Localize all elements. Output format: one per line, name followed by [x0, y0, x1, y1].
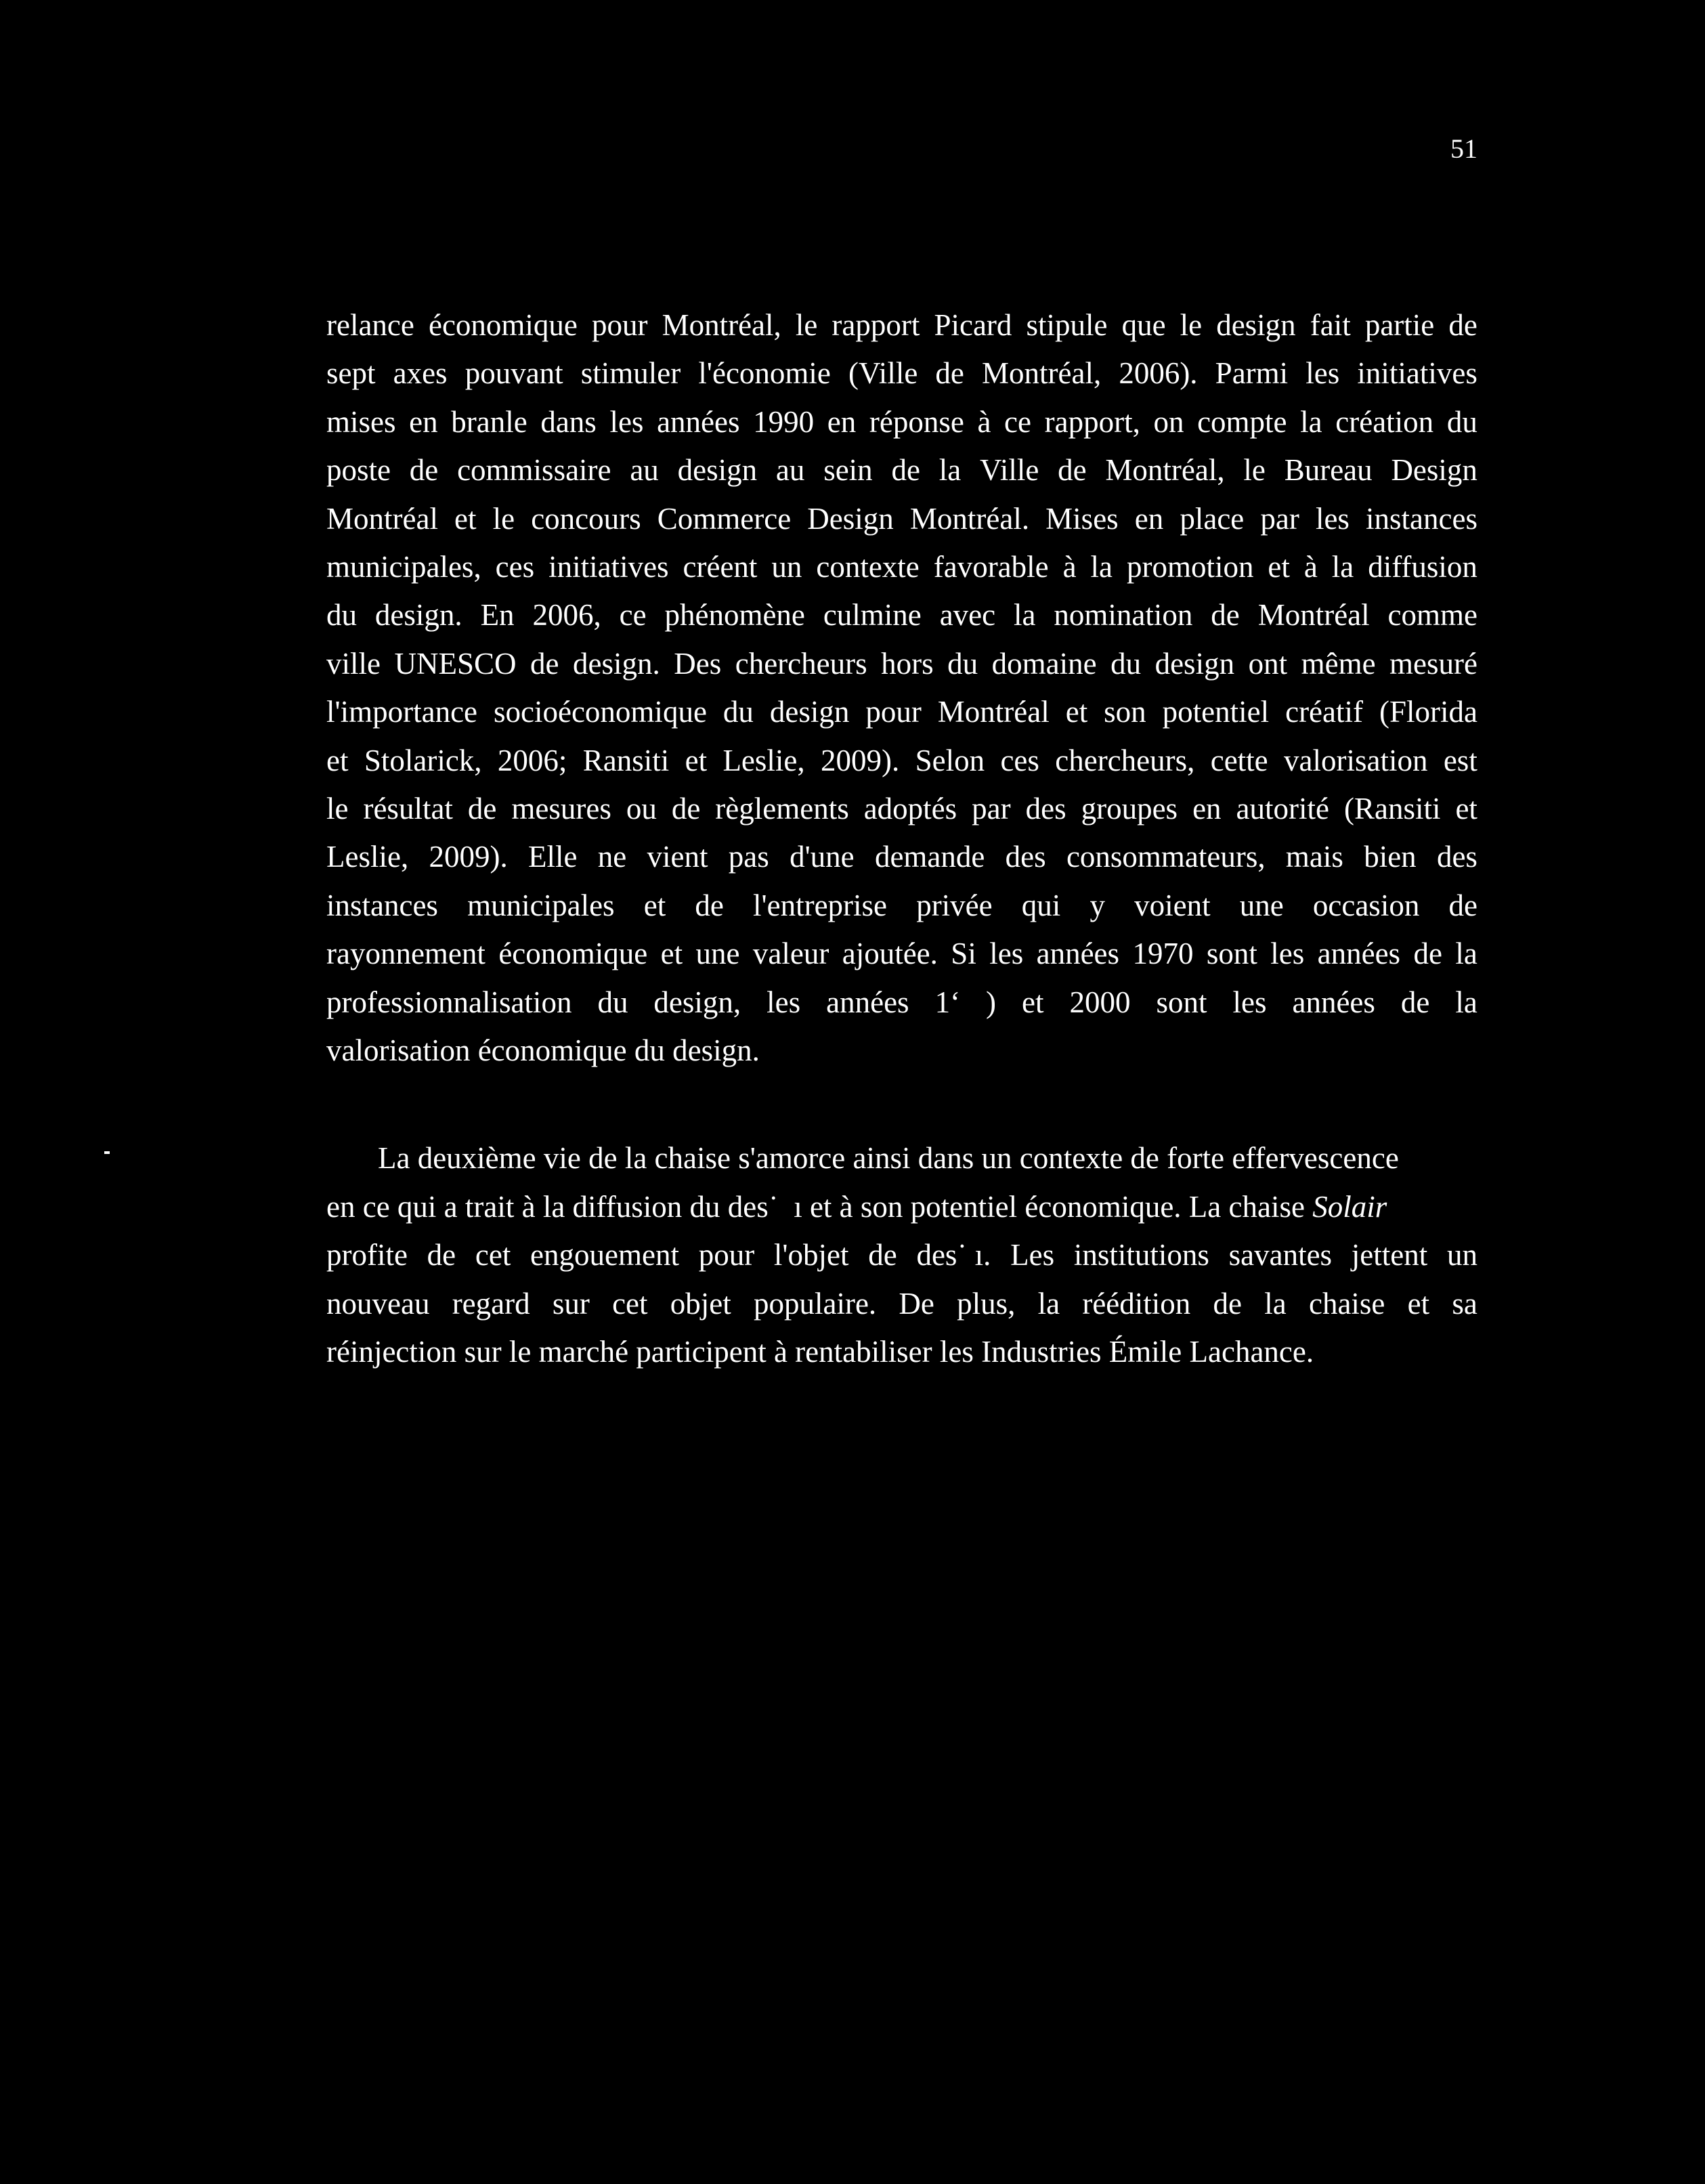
word: Design	[1391, 453, 1477, 487]
text-line	[326, 1235, 1477, 1275]
word: la	[1455, 937, 1477, 970]
word: années	[657, 405, 740, 439]
word: le	[1180, 308, 1203, 342]
word: Stolarick,	[364, 744, 482, 777]
word: créatif	[1285, 695, 1363, 729]
word: de	[1213, 1287, 1243, 1321]
word: le	[1243, 453, 1266, 487]
word: stipule	[1026, 308, 1108, 342]
word: la	[938, 453, 962, 487]
word: bien	[1364, 840, 1417, 874]
word: profite	[326, 1238, 408, 1272]
word: compte	[1197, 405, 1287, 439]
word: Bureau	[1284, 453, 1373, 487]
word: 1970	[1132, 937, 1194, 970]
word: nouveau	[326, 1287, 430, 1321]
word: et	[326, 744, 349, 777]
word: réédition	[1082, 1287, 1191, 1321]
word: ce	[619, 598, 647, 632]
word: pas	[728, 840, 769, 874]
word: Picard	[934, 308, 1012, 342]
word: les	[1315, 502, 1350, 536]
word: contexte	[816, 550, 920, 584]
word: 2000	[1069, 985, 1131, 1019]
word: son	[1104, 695, 1146, 729]
word: et	[1065, 695, 1088, 729]
word: ces	[1000, 744, 1039, 777]
word: voient	[1134, 888, 1211, 922]
word: Montréal,	[982, 356, 1102, 390]
word: de	[1211, 598, 1240, 632]
word: le	[492, 502, 515, 536]
word: la	[1300, 405, 1322, 439]
word: les	[1270, 937, 1305, 970]
word: ces	[495, 550, 535, 584]
word: à	[977, 405, 991, 439]
word: les	[989, 937, 1024, 970]
text-line	[326, 1186, 1387, 1227]
word: et	[1455, 792, 1477, 826]
word: à	[1062, 550, 1077, 584]
text-line	[326, 402, 1477, 442]
word: mais	[1285, 840, 1343, 874]
word: du	[722, 695, 754, 729]
word: est	[1443, 744, 1477, 777]
word: de	[467, 792, 497, 826]
word: Ville	[980, 453, 1039, 487]
word: du	[1110, 647, 1142, 681]
page-number: 51	[1450, 133, 1477, 164]
word: des˙ ı.	[916, 1238, 991, 1272]
word: ne	[597, 840, 627, 874]
word: Montréal,	[662, 308, 781, 342]
word: comme	[1387, 598, 1477, 632]
word: instances	[326, 888, 438, 922]
word: la	[1090, 550, 1113, 584]
text-line	[326, 982, 1477, 1023]
text-line	[326, 836, 1477, 877]
word: Montréal	[937, 695, 1050, 729]
text-line	[326, 691, 1477, 732]
word: promotion	[1126, 550, 1254, 584]
word: Ransiti	[582, 744, 670, 777]
word: ajoutée.	[842, 937, 938, 970]
word: 2006).	[1119, 356, 1198, 390]
word: réponse	[869, 405, 964, 439]
text-run: en ce qui a trait à la diffusion du des˙ ı et à son potentiel économique. La chaise	[326, 1190, 1313, 1224]
word: demande	[874, 840, 985, 874]
word: chercheurs,	[1055, 744, 1195, 777]
word: sur	[552, 1287, 590, 1321]
word: relance	[326, 308, 414, 342]
word: des	[1436, 840, 1477, 874]
word: du	[597, 985, 628, 1019]
word: design,	[653, 985, 741, 1019]
word: Selon	[915, 744, 985, 777]
word: la	[1264, 1287, 1287, 1321]
word: un	[771, 550, 802, 584]
text-line	[326, 740, 1477, 781]
word: de	[891, 453, 920, 487]
word: branle	[451, 405, 527, 439]
word: années	[1317, 937, 1401, 970]
word: ont	[1248, 647, 1288, 681]
word: nomination	[1054, 598, 1193, 632]
word: mises	[326, 405, 396, 439]
word: dans	[540, 405, 597, 439]
word: 2006;	[497, 744, 567, 777]
word: hors	[881, 647, 934, 681]
word: d'une	[790, 840, 855, 874]
word: (Ransiti	[1343, 792, 1441, 826]
word: Montréal	[326, 502, 438, 536]
word: de	[935, 356, 964, 390]
word: initiatives	[548, 550, 669, 584]
word: résultat	[363, 792, 453, 826]
text-line	[326, 498, 1477, 539]
word: ou	[626, 792, 657, 826]
word: valeur	[752, 937, 829, 970]
word: création	[1335, 405, 1434, 439]
word: et	[660, 937, 683, 970]
word: fait	[1310, 308, 1351, 342]
word: et	[1268, 550, 1290, 584]
word: même	[1301, 647, 1376, 681]
word: plus,	[957, 1287, 1016, 1321]
word: valorisation	[1284, 744, 1428, 777]
word: l'importance	[326, 695, 478, 729]
word: années	[1036, 937, 1120, 970]
word: Les	[1010, 1238, 1055, 1272]
word: design	[1154, 647, 1235, 681]
word: l'entreprise	[753, 888, 888, 922]
word: en	[827, 405, 857, 439]
word: et	[1022, 985, 1044, 1019]
word: rapport,	[1044, 405, 1140, 439]
text-line	[326, 788, 1477, 829]
word: Mises	[1045, 502, 1119, 536]
word: du	[947, 647, 978, 681]
word: à	[1303, 550, 1318, 584]
word: domaine	[991, 647, 1097, 681]
word: rayonnement	[326, 937, 485, 970]
word: Commerce	[657, 502, 792, 536]
word: par	[972, 792, 1011, 826]
word: diffusion	[1368, 550, 1477, 584]
word: en	[1192, 792, 1222, 826]
word: stimuler	[580, 356, 681, 390]
word: au	[630, 453, 659, 487]
italic-title: Solair	[1312, 1190, 1387, 1224]
word: favorable	[933, 550, 1049, 584]
word: l'objet	[773, 1238, 849, 1272]
word: vient	[647, 840, 708, 874]
word: design	[769, 695, 850, 729]
word: commissaire	[457, 453, 611, 487]
word: (Ville	[848, 356, 918, 390]
word: cet	[612, 1287, 648, 1321]
word: avec	[939, 598, 996, 632]
word: de	[671, 792, 701, 826]
word: mesures	[511, 792, 611, 826]
word: instances	[1366, 502, 1477, 536]
word: de	[1448, 308, 1477, 342]
word: et	[643, 888, 666, 922]
text-line	[326, 595, 1477, 635]
word: les	[1232, 985, 1267, 1019]
word: que	[1121, 308, 1166, 342]
word: et	[1407, 1287, 1430, 1321]
word: adoptés	[863, 792, 957, 826]
word: Montréal.	[909, 502, 1030, 536]
word: 1990	[753, 405, 815, 439]
word: pour	[698, 1238, 755, 1272]
word: pouvant	[465, 356, 563, 390]
word: Montréal,	[1105, 453, 1225, 487]
word: créent	[683, 550, 758, 584]
word: consommateurs,	[1066, 840, 1266, 874]
word: de	[1448, 888, 1477, 922]
word: par	[1260, 502, 1299, 536]
scan-artifact-mark	[104, 1151, 110, 1154]
word: une	[1239, 888, 1284, 922]
word: professionnalisation	[326, 985, 572, 1019]
word: Montréal	[1257, 598, 1370, 632]
word: 2009).	[820, 744, 900, 777]
word: municipales,	[326, 550, 481, 584]
word: la	[1331, 550, 1354, 584]
word: sept	[326, 356, 376, 390]
word: de	[1413, 937, 1442, 970]
word: culmine	[823, 598, 922, 632]
word: pour	[865, 695, 922, 729]
word: savantes	[1228, 1238, 1333, 1272]
word: sa	[1452, 1287, 1477, 1321]
text-line	[326, 450, 1477, 490]
word: jettent	[1351, 1238, 1428, 1272]
word: de	[427, 1238, 456, 1272]
word: qui	[1021, 888, 1061, 922]
word: rapport	[832, 308, 920, 342]
word: pour	[591, 308, 648, 342]
word: design	[677, 453, 758, 487]
word: de	[868, 1238, 897, 1272]
word: design	[1216, 308, 1296, 342]
word: initiatives	[1357, 356, 1477, 390]
word: un	[1446, 1238, 1477, 1272]
word: concours	[531, 502, 641, 536]
word: on	[1153, 405, 1184, 439]
word: 1‘	[934, 985, 961, 1019]
text-line	[326, 353, 1477, 393]
text-line	[326, 643, 1477, 684]
word: objet	[670, 1287, 731, 1321]
word: règlements	[715, 792, 849, 826]
word: mesuré	[1389, 647, 1477, 681]
word: les	[767, 985, 801, 1019]
word: municipales	[467, 888, 615, 922]
word: cette	[1210, 744, 1268, 777]
word: potentiel	[1162, 695, 1270, 729]
word: Si	[951, 937, 976, 970]
word: engouement	[530, 1238, 679, 1272]
word: années	[826, 985, 909, 1019]
word: du	[326, 598, 357, 632]
word: du	[1446, 405, 1477, 439]
word: et	[454, 502, 477, 536]
word: En	[480, 598, 515, 632]
text-line: La deuxième vie de la chaise s'amorce ainsi dans un contexte de forte effervescence	[378, 1141, 1399, 1175]
word: Des	[674, 647, 722, 681]
word: chercheurs	[735, 647, 867, 681]
text-line	[326, 547, 1477, 587]
text-line	[326, 305, 1477, 345]
word: autorité	[1236, 792, 1329, 826]
word: en	[409, 405, 438, 439]
word: Design	[807, 502, 894, 536]
word: De	[899, 1287, 934, 1321]
word: sont	[1206, 937, 1257, 970]
word: l'économie	[698, 356, 831, 390]
word: le	[795, 308, 818, 342]
word: Leslie,	[326, 840, 409, 874]
word: une	[695, 937, 740, 970]
word: cet	[475, 1238, 511, 1272]
word: le	[326, 792, 349, 826]
text-line	[326, 1283, 1477, 1324]
word: de	[1058, 453, 1087, 487]
word: ville	[326, 647, 381, 681]
text-line	[326, 933, 1477, 974]
word: des	[1025, 792, 1066, 826]
word: design.	[573, 647, 660, 681]
word: les	[1305, 356, 1340, 390]
word: au	[775, 453, 805, 487]
word: populaire.	[753, 1287, 877, 1321]
word: partie	[1364, 308, 1435, 342]
text-line	[326, 885, 1477, 926]
word: Elle	[528, 840, 578, 874]
word: économique	[428, 308, 578, 342]
word: (Florida	[1379, 695, 1477, 729]
word: groupes	[1081, 792, 1178, 826]
word: socioéconomique	[494, 695, 707, 729]
word: les	[609, 405, 644, 439]
word: Parmi	[1215, 356, 1289, 390]
word: sont	[1156, 985, 1207, 1019]
word: la	[1037, 1287, 1060, 1321]
word: sein	[823, 453, 873, 487]
word: phénomène	[664, 598, 805, 632]
word: de	[530, 647, 559, 681]
word: de	[695, 888, 724, 922]
word: axes	[393, 356, 448, 390]
word: occasion	[1312, 888, 1420, 922]
word: )	[986, 985, 997, 1019]
word: institutions	[1073, 1238, 1209, 1272]
word: années	[1292, 985, 1375, 1019]
word: privée	[916, 888, 993, 922]
word: Leslie,	[722, 744, 805, 777]
word: regard	[452, 1287, 530, 1321]
word: 2009).	[429, 840, 508, 874]
text-line: valorisation économique du design.	[326, 1033, 760, 1067]
word: et	[685, 744, 708, 777]
word: design.	[374, 598, 462, 632]
word: économique	[498, 937, 648, 970]
word: en	[1134, 502, 1164, 536]
word: UNESCO	[394, 647, 517, 681]
word: des	[1005, 840, 1046, 874]
word: de	[1400, 985, 1430, 1019]
word: place	[1180, 502, 1245, 536]
word: la	[1455, 985, 1477, 1019]
text-line: réinjection sur le marché participent à rentabiliser les Industries Émile Lachance.	[326, 1335, 1314, 1369]
word: chaise	[1308, 1287, 1385, 1321]
word: ce	[1004, 405, 1031, 439]
word: y	[1089, 888, 1105, 922]
word: de	[409, 453, 439, 487]
word: la	[1014, 598, 1036, 632]
word: poste	[326, 453, 391, 487]
word: 2006,	[532, 598, 601, 632]
